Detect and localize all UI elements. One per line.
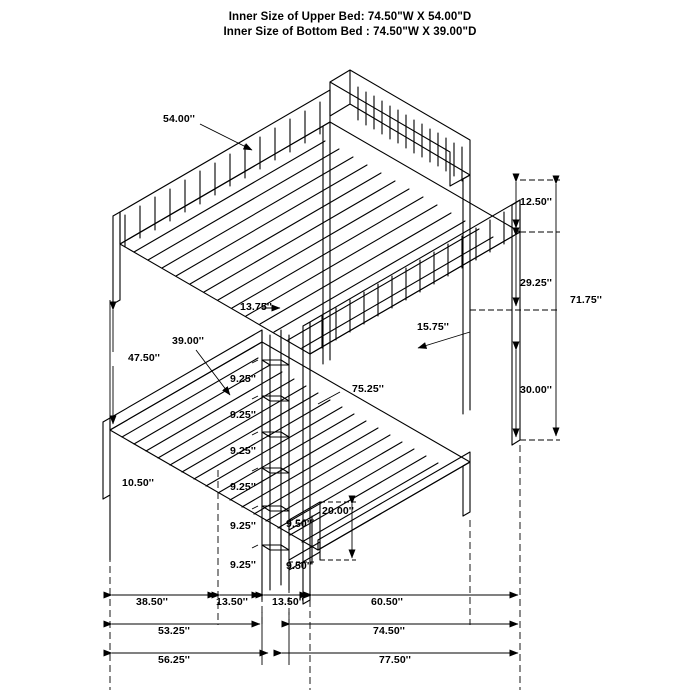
lower-bed-front-rail xyxy=(318,452,470,550)
lower-bed-left-legs xyxy=(110,495,262,600)
dim-label-ladder-step-5: 9.25'' xyxy=(230,520,257,532)
dim-label-ladder-step-3: 9.25'' xyxy=(230,445,257,457)
header-line-2: Inner Size of Bottom Bed : 74.50"W X 39.00"D xyxy=(223,26,477,38)
dim-label-bottom-rail-height: 15.75'' xyxy=(417,321,449,333)
leader-15-75 xyxy=(418,332,470,348)
header-line-1: Inner Size of Upper Bed: 74.50"W X 54.00"D xyxy=(228,11,472,23)
leader-75-25 xyxy=(318,392,340,404)
upper-bed-headboard xyxy=(330,70,470,186)
dim-label-plan-77-50: 77.50'' xyxy=(379,654,411,666)
leader-39-00 xyxy=(196,350,230,395)
dimension-stack-right xyxy=(470,180,560,440)
dim-label-ladder-step-2: 9.25'' xyxy=(230,409,257,421)
dim-label-lower-depth: 39.00'' xyxy=(172,335,204,347)
dim-label-upper-depth: 54.00'' xyxy=(163,113,195,125)
upper-bed-left-guardrail xyxy=(113,90,330,304)
dim-label-plan-53-25: 53.25'' xyxy=(158,625,190,637)
dim-label-upper-ladder-gap: 13.75'' xyxy=(240,301,272,313)
dim-label-ladder-step-4: 9.25'' xyxy=(230,481,257,493)
dim-label-lower-bed-height: 47.50'' xyxy=(128,352,160,364)
lower-bed-right-post xyxy=(463,462,470,516)
dim-label-plan-74-50: 74.50'' xyxy=(373,625,405,637)
dim-label-ladder-step-6: 9.25'' xyxy=(230,559,257,571)
dim-label-lower-clearance: 30.00'' xyxy=(520,384,552,396)
dim-label-step-rise-1: 9.50'' xyxy=(286,518,313,530)
dim-label-ladder-step-1: 9.25'' xyxy=(230,373,257,385)
dim-label-bed-length: 75.25'' xyxy=(352,383,384,395)
dim-label-floor-clearance: 10.50'' xyxy=(122,477,154,489)
dim-label-mid-clearance: 29.25'' xyxy=(520,277,552,289)
leader-upper-depth xyxy=(200,124,252,150)
upper-bed-slat-deck xyxy=(120,122,520,354)
dim-label-plan-56-25: 56.25'' xyxy=(158,654,190,666)
bed-frame-posts xyxy=(303,122,520,604)
dim-label-upper-rail-height: 12.50'' xyxy=(520,196,552,208)
dim-label-step-total: 20.00'' xyxy=(322,505,354,517)
dim-label-total-height: 71.75'' xyxy=(570,294,602,306)
dimension-47-50 xyxy=(110,300,113,430)
dim-label-step-rise-2: 9.50'' xyxy=(286,560,313,572)
dim-label-plan-38-50: 38.50'' xyxy=(136,596,168,608)
dim-label-plan-13-50-a: 13.50'' xyxy=(216,596,248,608)
dim-label-plan-13-50-b: 13.50'' xyxy=(272,596,304,608)
dim-label-plan-60-50: 60.50'' xyxy=(371,596,403,608)
